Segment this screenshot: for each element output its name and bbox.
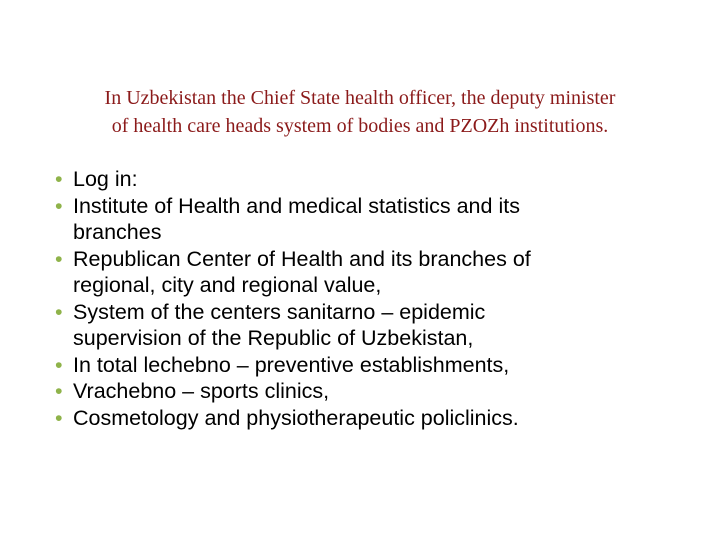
title-line: In Uzbekistan the Chief State health officer, the deputy minister (104, 87, 616, 109)
bullet-text: Institute of Health and medical statistics and its (73, 193, 520, 218)
bullet-text: Cosmetology and physiotherapeutic policlinics. (73, 405, 519, 430)
bullet-dot-icon: • (55, 352, 63, 377)
bullet-text: Log in: (73, 167, 138, 191)
bullet-item (52, 246, 692, 299)
bullet-dot-icon: • (55, 405, 63, 430)
bullet-text: In total lechebno – preventive establishments, (73, 352, 510, 377)
bullet-item (52, 166, 692, 193)
bullet-dot-icon: • (55, 246, 63, 271)
bullet-item (52, 352, 692, 379)
bullet-item (52, 193, 692, 246)
bullet-list (52, 166, 692, 431)
bullet-text: Vrachebno – sports clinics, (73, 379, 330, 403)
bullet-dot-icon: • (55, 167, 63, 191)
bullet-item (52, 378, 692, 405)
bullet-dot-icon: • (55, 379, 63, 403)
bullet-text: supervision of the Republic of Uzbekistan, (73, 326, 474, 350)
bullet-item (52, 299, 692, 352)
bullet-text: System of the centers sanitarno – epidemic (73, 299, 486, 324)
bullet-item (52, 405, 692, 432)
bullet-text: regional, city and regional value, (73, 273, 382, 297)
bullet-dot-icon: • (55, 193, 63, 218)
slide-title (30, 84, 690, 140)
bullet-dot-icon: • (55, 299, 63, 324)
bullet-text: branches (73, 220, 162, 244)
bullet-text: Republican Center of Health and its branches of (73, 246, 531, 271)
title-line: of health care heads system of bodies and PZOZh institutions. (111, 115, 609, 137)
